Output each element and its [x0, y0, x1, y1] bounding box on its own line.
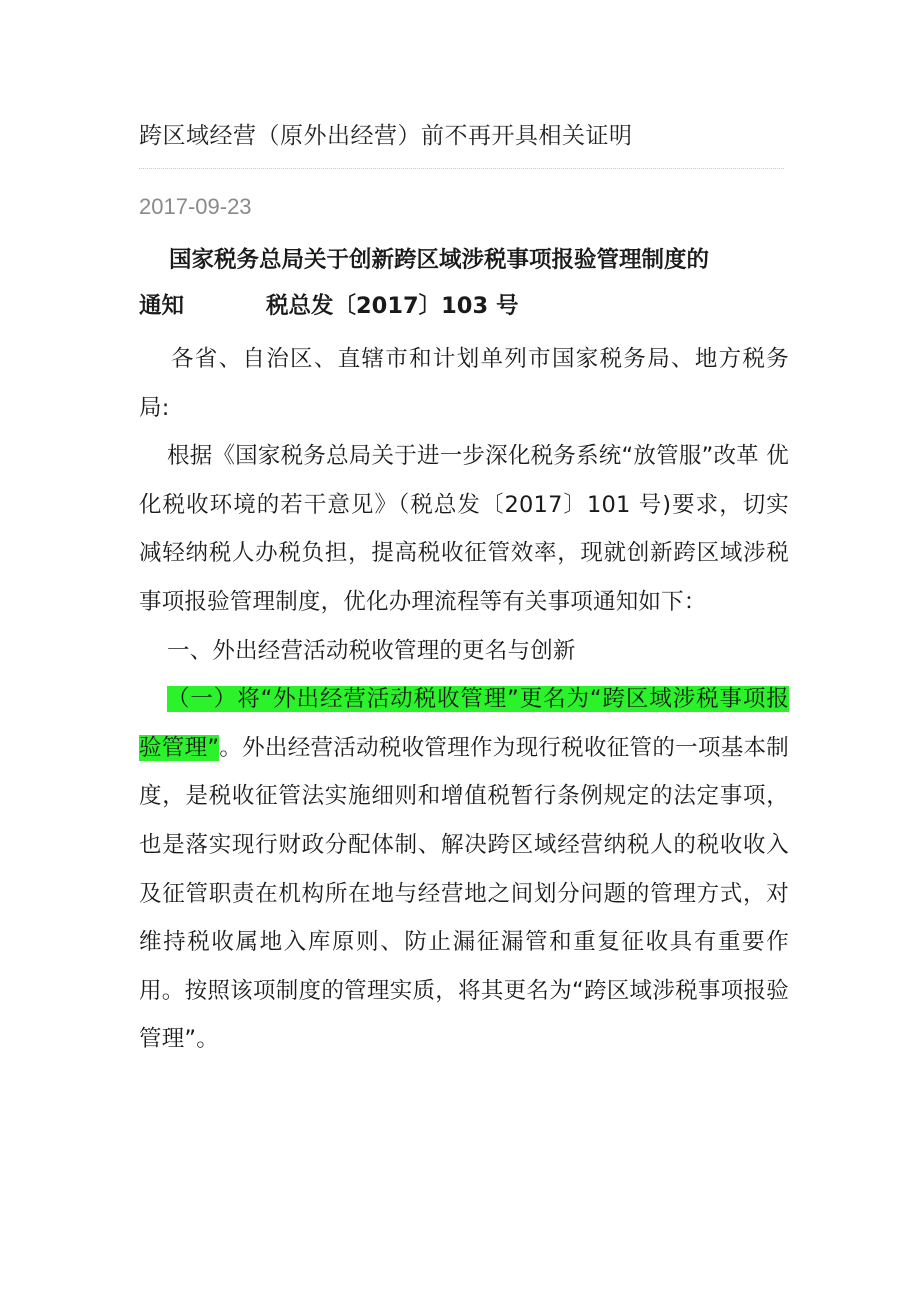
- notice-title-tail: 通知: [139, 293, 185, 319]
- section-1-heading: 一、外出经营活动税收管理的更名与创新: [167, 637, 576, 664]
- article-date: 2017-09-23: [139, 194, 252, 219]
- item-1-paragraph: [139, 675, 789, 1064]
- salutation: 各省、自治区、直辖市和计划单列市国家税务局、地方税务局:: [139, 346, 789, 421]
- notice-title-line1: 国家税务总局关于创新跨区域涉税事项报验管理制度的: [169, 247, 710, 273]
- item-1-text: 。外出经营活动税收管理作为现行税收征管的一项基本制度，是税收征管法实施细则和增值税暂行条例规定的法定事项，也是落实现行财政分配体制、解决跨区域经营纳税人的税收收入及征管职责在机构所在地与经营地之间划分问题的管理方式，对维持税收属地入库原则、防止漏征漏管和重复征收具有重要作用。按照该项制度的管理实质，将其更名为“跨区域涉税事项报验管理”。: [139, 734, 789, 1053]
- notice-body: [139, 335, 789, 1064]
- title-divider: [139, 168, 784, 169]
- notice-doc-number: 税总发〔2017〕103 号: [266, 293, 519, 319]
- highlighted-text: （一）将“外出经营活动税收管理”更名为“跨区域涉税事项报验管理”: [139, 686, 789, 761]
- notice-title-line2: [139, 283, 789, 329]
- notice-title: [139, 237, 789, 329]
- article-title: 跨区域经营（原外出经营）前不再开具相关证明: [139, 123, 633, 149]
- paragraph-basis: 根据《国家税务总局关于进一步深化税务系统“放管服”改革 优化税收环境的若干意见》（税总发〔2017〕101 号)要求，切实减轻纳税人办税负担，提高税收征管效率，现就创新跨区域涉税事项报验管理制度，优化办理流程等有关事项通知如下：: [139, 443, 789, 615]
